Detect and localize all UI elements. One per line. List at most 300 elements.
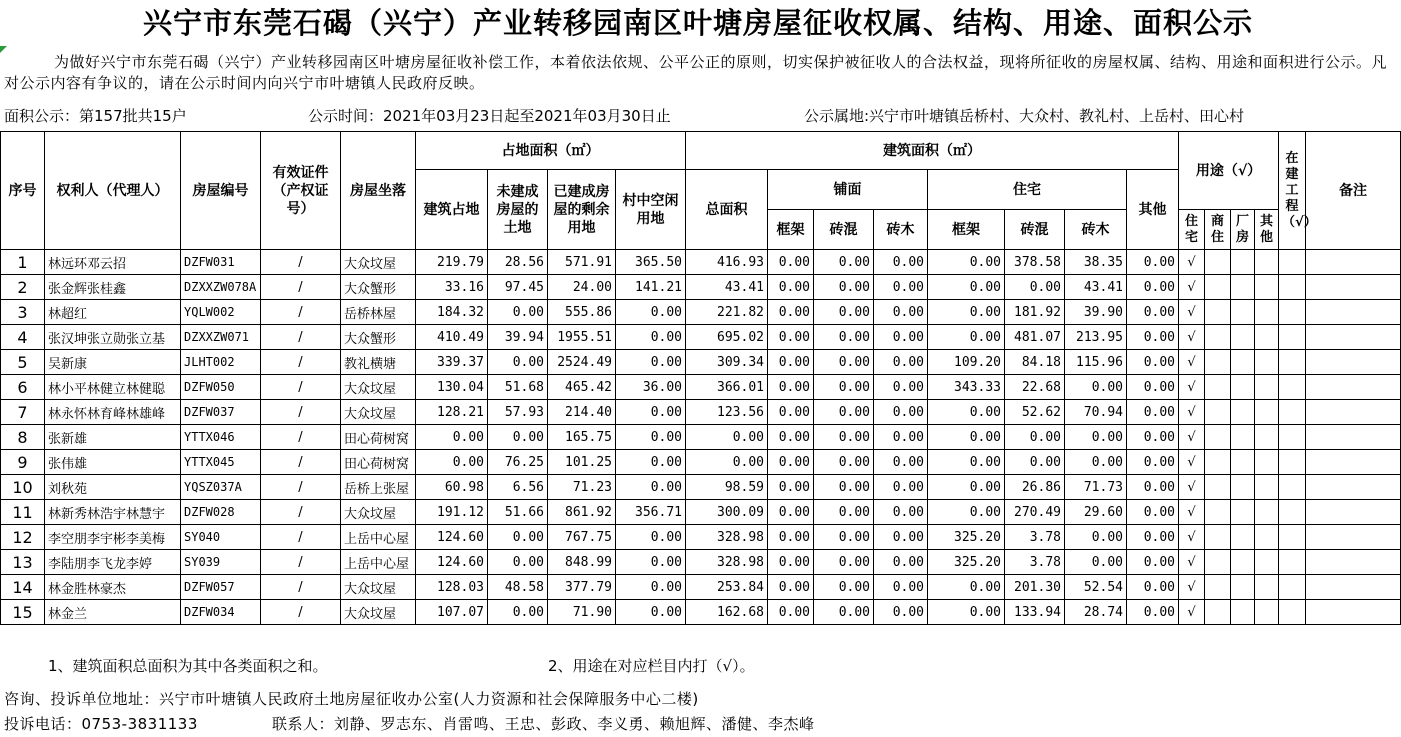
- cell-other: 0.00: [1127, 450, 1179, 475]
- cell-house-no: DZFW034: [181, 600, 261, 625]
- cell-under-construction: [1279, 400, 1306, 425]
- cell-use-factory: [1231, 575, 1255, 600]
- cell-house-no: DZXXZW078A: [181, 275, 261, 300]
- cell-location: 岳桥上张屋: [341, 475, 416, 500]
- cell-shop-frame: 0.00: [768, 525, 814, 550]
- cell-cert: /: [261, 250, 341, 275]
- cell-res-brick-wood: 38.35: [1065, 250, 1127, 275]
- cell-seq: 1: [1, 250, 45, 275]
- cell-use-factory: [1231, 375, 1255, 400]
- cell-remaining: 555.86: [548, 300, 616, 325]
- cell-res-frame: 325.20: [928, 525, 1005, 550]
- cell-shop-frame: 0.00: [768, 475, 814, 500]
- cell-res-brick-wood: 52.54: [1065, 575, 1127, 600]
- cell-shop-brick-wood: 0.00: [874, 450, 928, 475]
- cell-seq: 13: [1, 550, 45, 575]
- cell-shop-frame: 0.00: [768, 550, 814, 575]
- cell-use-other: [1255, 375, 1279, 400]
- header-house-no: 房屋编号: [181, 132, 261, 250]
- cell-res-brick-concrete: 181.92: [1005, 300, 1065, 325]
- cell-under-construction: [1279, 300, 1306, 325]
- cell-res-brick-concrete: 84.18: [1005, 350, 1065, 375]
- table-row: [1, 475, 1401, 500]
- header-total: 总面积: [686, 170, 768, 250]
- cell-shop-brick-concrete: 0.00: [814, 450, 874, 475]
- header-res-brick-concrete: 砖混: [1005, 210, 1065, 250]
- cell-use-other: [1255, 425, 1279, 450]
- cell-under-construction: [1279, 325, 1306, 350]
- cell-shop-brick-wood: 0.00: [874, 600, 928, 625]
- cell-total: 253.84: [686, 575, 768, 600]
- table-row: [1, 425, 1401, 450]
- cell-unbuilt: 51.66: [488, 500, 548, 525]
- cell-use-res: √: [1179, 400, 1205, 425]
- cell-use-res: √: [1179, 500, 1205, 525]
- cell-use-other: [1255, 500, 1279, 525]
- cell-seq: 6: [1, 375, 45, 400]
- cell-village-idle: 0.00: [616, 425, 686, 450]
- cell-house-no: DZFW031: [181, 250, 261, 275]
- cell-build-land: 130.04: [416, 375, 488, 400]
- cell-location: 田心荷树窝: [341, 450, 416, 475]
- cell-use-factory: [1231, 525, 1255, 550]
- cell-use-res: √: [1179, 425, 1205, 450]
- cell-owner: 林金兰: [45, 600, 181, 625]
- cell-shop-brick-concrete: 0.00: [814, 475, 874, 500]
- cell-res-brick-wood: 0.00: [1065, 425, 1127, 450]
- cell-res-brick-concrete: 3.78: [1005, 525, 1065, 550]
- cell-total: 328.98: [686, 525, 768, 550]
- cell-cert: /: [261, 375, 341, 400]
- cell-other: 0.00: [1127, 275, 1179, 300]
- cell-location: 大众坟屋: [341, 600, 416, 625]
- cell-remaining: 377.79: [548, 575, 616, 600]
- table-row: [1, 350, 1401, 375]
- table-row: [1, 275, 1401, 300]
- cell-use-other: [1255, 350, 1279, 375]
- cell-build-land: 128.03: [416, 575, 488, 600]
- header-use: 用途（√）: [1179, 132, 1279, 210]
- cell-cert: /: [261, 475, 341, 500]
- cell-under-construction: [1279, 450, 1306, 475]
- cell-house-no: YQSZ037A: [181, 475, 261, 500]
- cell-village-idle: 36.00: [616, 375, 686, 400]
- cell-use-res: √: [1179, 525, 1205, 550]
- cell-location: 大众坟屋: [341, 400, 416, 425]
- cell-use-shop-res: [1205, 325, 1231, 350]
- cell-res-brick-concrete: 0.00: [1005, 425, 1065, 450]
- cell-res-brick-wood: 213.95: [1065, 325, 1127, 350]
- cell-res-brick-wood: 29.60: [1065, 500, 1127, 525]
- cell-remaining: 24.00: [548, 275, 616, 300]
- footer-address: 咨询、投诉单位地址：兴宁市叶塘镇人民政府土地房屋征收办公室(人力资源和社会保障服务中心二楼): [4, 690, 699, 708]
- cell-use-other: [1255, 525, 1279, 550]
- cell-unbuilt: 28.56: [488, 250, 548, 275]
- cell-res-frame: 0.00: [928, 325, 1005, 350]
- cell-location: 大众蟹形: [341, 275, 416, 300]
- cell-total: 123.56: [686, 400, 768, 425]
- cell-shop-brick-wood: 0.00: [874, 500, 928, 525]
- cell-remark: [1306, 500, 1401, 525]
- cell-owner: 李陆朋李飞龙李婷: [45, 550, 181, 575]
- cell-res-brick-concrete: 201.30: [1005, 575, 1065, 600]
- cell-res-brick-wood: 39.90: [1065, 300, 1127, 325]
- cell-unbuilt: 97.45: [488, 275, 548, 300]
- cell-house-no: YTTX046: [181, 425, 261, 450]
- cell-seq: 15: [1, 600, 45, 625]
- cell-remark: [1306, 350, 1401, 375]
- cell-res-frame: 0.00: [928, 600, 1005, 625]
- cell-owner: 林永怀林育峰林雄峰: [45, 400, 181, 425]
- cell-shop-brick-wood: 0.00: [874, 525, 928, 550]
- cell-other: 0.00: [1127, 375, 1179, 400]
- cell-use-other: [1255, 250, 1279, 275]
- cell-shop-brick-concrete: 0.00: [814, 300, 874, 325]
- cell-remark: [1306, 375, 1401, 400]
- cell-under-construction: [1279, 250, 1306, 275]
- cell-house-no: DZFW028: [181, 500, 261, 525]
- cell-location: 大众坟屋: [341, 575, 416, 600]
- cell-use-res: √: [1179, 475, 1205, 500]
- cell-shop-brick-wood: 0.00: [874, 425, 928, 450]
- cell-seq: 14: [1, 575, 45, 600]
- header-remark: 备注: [1306, 132, 1401, 250]
- cell-location: 大众蟹形: [341, 325, 416, 350]
- cell-remark: [1306, 525, 1401, 550]
- cell-res-brick-wood: 115.96: [1065, 350, 1127, 375]
- cell-use-res: √: [1179, 600, 1205, 625]
- intro-paragraph: 为做好兴宁市东莞石碣（兴宁）产业转移园南区叶塘房屋征收补偿工作，本着依法依规、公平公正的原则，切实保护被征收人的合法权益，现将所征收的房屋权属、结构、用途和面积进行公示。凡对公示内容有争议的，请在公示时间内向兴宁市叶塘镇人民政府反映。: [4, 53, 1388, 92]
- table-row: [1, 375, 1401, 400]
- cell-build-land: 184.32: [416, 300, 488, 325]
- header-unbuilt: 未建成房屋的土地: [488, 170, 548, 250]
- table-row: [1, 550, 1401, 575]
- cell-cert: /: [261, 400, 341, 425]
- cell-use-shop-res: [1205, 600, 1231, 625]
- cell-use-res: √: [1179, 275, 1205, 300]
- footer-contacts: 联系人：刘静、罗志东、肖雷鸣、王忠、彭政、李义勇、赖旭辉、潘健、李杰峰: [272, 715, 815, 733]
- cell-location: 大众坟屋: [341, 375, 416, 400]
- cell-use-shop-res: [1205, 350, 1231, 375]
- cell-total: 300.09: [686, 500, 768, 525]
- cell-location: 上岳中心屋: [341, 525, 416, 550]
- cell-res-frame: 0.00: [928, 425, 1005, 450]
- cell-unbuilt: 76.25: [488, 450, 548, 475]
- cell-total: 328.98: [686, 550, 768, 575]
- header-remaining: 已建成房屋的剩余用地: [548, 170, 616, 250]
- cell-village-idle: 365.50: [616, 250, 686, 275]
- cell-use-shop-res: [1205, 300, 1231, 325]
- cell-house-no: SY039: [181, 550, 261, 575]
- cell-village-idle: 0.00: [616, 475, 686, 500]
- cell-location: 岳桥林屋: [341, 300, 416, 325]
- cell-unbuilt: 48.58: [488, 575, 548, 600]
- cell-use-other: [1255, 550, 1279, 575]
- cell-use-res: √: [1179, 325, 1205, 350]
- cell-under-construction: [1279, 525, 1306, 550]
- cell-village-idle: 0.00: [616, 600, 686, 625]
- cell-res-brick-wood: 43.41: [1065, 275, 1127, 300]
- cell-res-brick-wood: 0.00: [1065, 525, 1127, 550]
- cell-shop-brick-concrete: 0.00: [814, 425, 874, 450]
- cell-cert: /: [261, 525, 341, 550]
- cell-use-res: √: [1179, 550, 1205, 575]
- cell-owner: 林小平林健立林健聪: [45, 375, 181, 400]
- cell-unbuilt: 0.00: [488, 600, 548, 625]
- cell-cert: /: [261, 350, 341, 375]
- cell-shop-brick-concrete: 0.00: [814, 525, 874, 550]
- table-row: [1, 600, 1401, 625]
- table-row: [1, 525, 1401, 550]
- cell-unbuilt: 6.56: [488, 475, 548, 500]
- cell-build-land: 60.98: [416, 475, 488, 500]
- cell-res-frame: 0.00: [928, 575, 1005, 600]
- cell-shop-frame: 0.00: [768, 450, 814, 475]
- header-location: 房屋坐落: [341, 132, 416, 250]
- header-res-brick-wood: 砖木: [1065, 210, 1127, 250]
- cell-res-frame: 343.33: [928, 375, 1005, 400]
- cell-unbuilt: 51.68: [488, 375, 548, 400]
- note-1: 1、建筑面积总面积为其中各类面积之和。: [48, 657, 328, 675]
- cell-remaining: 848.99: [548, 550, 616, 575]
- cell-under-construction: [1279, 475, 1306, 500]
- cell-use-shop-res: [1205, 550, 1231, 575]
- cell-village-idle: 0.00: [616, 400, 686, 425]
- cell-other: 0.00: [1127, 425, 1179, 450]
- cell-res-brick-concrete: 22.68: [1005, 375, 1065, 400]
- cell-shop-brick-concrete: 0.00: [814, 500, 874, 525]
- cell-build-land: 124.60: [416, 550, 488, 575]
- cell-res-brick-concrete: 270.49: [1005, 500, 1065, 525]
- cell-under-construction: [1279, 350, 1306, 375]
- meta-batch: 面积公示：第157批共15户: [4, 107, 187, 125]
- meta-time: 公示时间：2021年03月23日起至2021年03月30日止: [308, 107, 671, 125]
- cell-shop-frame: 0.00: [768, 600, 814, 625]
- cell-village-idle: 0.00: [616, 575, 686, 600]
- cell-build-land: 219.79: [416, 250, 488, 275]
- cell-remark: [1306, 300, 1401, 325]
- cell-shop-frame: 0.00: [768, 275, 814, 300]
- cell-under-construction: [1279, 275, 1306, 300]
- cell-use-res: √: [1179, 300, 1205, 325]
- cell-owner: 林超红: [45, 300, 181, 325]
- cell-remaining: 465.42: [548, 375, 616, 400]
- cell-total: 162.68: [686, 600, 768, 625]
- cell-use-shop-res: [1205, 525, 1231, 550]
- cell-cert: /: [261, 425, 341, 450]
- cell-remark: [1306, 475, 1401, 500]
- header-owner: 权利人（代理人）: [45, 132, 181, 250]
- cell-owner: 林金胜林豪杰: [45, 575, 181, 600]
- cell-house-no: YQLW002: [181, 300, 261, 325]
- cell-use-shop-res: [1205, 575, 1231, 600]
- cell-use-factory: [1231, 300, 1255, 325]
- cell-use-shop-res: [1205, 275, 1231, 300]
- cell-build-land: 339.37: [416, 350, 488, 375]
- cell-shop-brick-concrete: 0.00: [814, 375, 874, 400]
- cell-shop-brick-concrete: 0.00: [814, 575, 874, 600]
- table-row: [1, 400, 1401, 425]
- cell-village-idle: 356.71: [616, 500, 686, 525]
- cell-remaining: 101.25: [548, 450, 616, 475]
- cell-shop-frame: 0.00: [768, 375, 814, 400]
- cell-res-brick-concrete: 26.86: [1005, 475, 1065, 500]
- header-shop-frame: 框架: [768, 210, 814, 250]
- cell-other: 0.00: [1127, 400, 1179, 425]
- cell-use-factory: [1231, 475, 1255, 500]
- cell-res-frame: 0.00: [928, 450, 1005, 475]
- cell-village-idle: 0.00: [616, 450, 686, 475]
- cell-shop-frame: 0.00: [768, 350, 814, 375]
- cell-seq: 2: [1, 275, 45, 300]
- cell-shop-brick-concrete: 0.00: [814, 550, 874, 575]
- cell-remaining: 214.40: [548, 400, 616, 425]
- cell-owner: 吴新康: [45, 350, 181, 375]
- cell-total: 366.01: [686, 375, 768, 400]
- table-row: [1, 450, 1401, 475]
- header-build-land: 建筑占地: [416, 170, 488, 250]
- cell-cert: /: [261, 575, 341, 600]
- cell-total: 43.41: [686, 275, 768, 300]
- cell-seq: 5: [1, 350, 45, 375]
- cell-shop-brick-wood: 0.00: [874, 325, 928, 350]
- cell-shop-brick-wood: 0.00: [874, 550, 928, 575]
- cell-use-factory: [1231, 550, 1255, 575]
- cell-location: 大众坟屋: [341, 250, 416, 275]
- cell-shop-brick-concrete: 0.00: [814, 400, 874, 425]
- table-row: [1, 300, 1401, 325]
- cell-total: 221.82: [686, 300, 768, 325]
- cell-res-brick-concrete: 378.58: [1005, 250, 1065, 275]
- cell-house-no: DZFW037: [181, 400, 261, 425]
- cell-use-factory: [1231, 450, 1255, 475]
- cell-shop-frame: 0.00: [768, 575, 814, 600]
- cell-res-brick-wood: 28.74: [1065, 600, 1127, 625]
- cell-use-other: [1255, 325, 1279, 350]
- cell-unbuilt: 0.00: [488, 525, 548, 550]
- cell-use-factory: [1231, 250, 1255, 275]
- cell-build-land: 107.07: [416, 600, 488, 625]
- cell-build-land: 0.00: [416, 425, 488, 450]
- cell-other: 0.00: [1127, 325, 1179, 350]
- cell-use-shop-res: [1205, 250, 1231, 275]
- cell-house-no: YTTX045: [181, 450, 261, 475]
- cell-shop-frame: 0.00: [768, 400, 814, 425]
- cell-use-other: [1255, 600, 1279, 625]
- cell-remaining: 165.75: [548, 425, 616, 450]
- cell-under-construction: [1279, 550, 1306, 575]
- cell-res-frame: 0.00: [928, 500, 1005, 525]
- cell-total: 309.34: [686, 350, 768, 375]
- cell-total: 0.00: [686, 450, 768, 475]
- cell-shop-brick-wood: 0.00: [874, 350, 928, 375]
- cell-village-idle: 0.00: [616, 550, 686, 575]
- cell-remark: [1306, 400, 1401, 425]
- cell-res-brick-concrete: 0.00: [1005, 450, 1065, 475]
- cell-shop-frame: 0.00: [768, 500, 814, 525]
- table-row: [1, 500, 1401, 525]
- cell-cert: /: [261, 500, 341, 525]
- header-res-frame: 框架: [928, 210, 1005, 250]
- cell-use-factory: [1231, 350, 1255, 375]
- cell-use-other: [1255, 400, 1279, 425]
- cell-house-no: JLHT002: [181, 350, 261, 375]
- cell-location: 田心荷树窝: [341, 425, 416, 450]
- cell-use-factory: [1231, 275, 1255, 300]
- cell-other: 0.00: [1127, 300, 1179, 325]
- header-other: 其他: [1127, 170, 1179, 250]
- header-shop: 铺面: [768, 170, 928, 210]
- cell-remaining: 767.75: [548, 525, 616, 550]
- cell-use-other: [1255, 575, 1279, 600]
- cell-res-frame: 0.00: [928, 275, 1005, 300]
- cell-shop-brick-concrete: 0.00: [814, 275, 874, 300]
- cell-build-land: 124.60: [416, 525, 488, 550]
- cell-house-no: DZFW057: [181, 575, 261, 600]
- cell-shop-brick-concrete: 0.00: [814, 250, 874, 275]
- cell-res-brick-wood: 70.94: [1065, 400, 1127, 425]
- cell-res-brick-concrete: 0.00: [1005, 275, 1065, 300]
- cell-res-frame: 0.00: [928, 250, 1005, 275]
- cell-shop-frame: 0.00: [768, 300, 814, 325]
- cell-village-idle: 0.00: [616, 325, 686, 350]
- cell-remark: [1306, 575, 1401, 600]
- cell-owner: 张新雄: [45, 425, 181, 450]
- cell-seq: 12: [1, 525, 45, 550]
- cell-build-land: 0.00: [416, 450, 488, 475]
- cell-shop-brick-concrete: 0.00: [814, 600, 874, 625]
- cell-shop-brick-wood: 0.00: [874, 300, 928, 325]
- cell-village-idle: 0.00: [616, 350, 686, 375]
- cell-unbuilt: 0.00: [488, 425, 548, 450]
- table-row: [1, 325, 1401, 350]
- header-use-other: 其他: [1255, 210, 1279, 250]
- cell-village-idle: 141.21: [616, 275, 686, 300]
- cell-res-brick-concrete: 133.94: [1005, 600, 1065, 625]
- footer-phone: 投诉电话：0753-3831133: [4, 715, 198, 733]
- cell-total: 98.59: [686, 475, 768, 500]
- cell-owner: 李空朋李宇彬李美梅: [45, 525, 181, 550]
- cell-res-frame: 0.00: [928, 475, 1005, 500]
- cell-other: 0.00: [1127, 500, 1179, 525]
- cell-other: 0.00: [1127, 550, 1179, 575]
- cell-use-other: [1255, 475, 1279, 500]
- cell-use-other: [1255, 275, 1279, 300]
- cell-use-shop-res: [1205, 450, 1231, 475]
- cell-build-land: 128.21: [416, 400, 488, 425]
- cell-location: 上岳中心屋: [341, 550, 416, 575]
- cell-other: 0.00: [1127, 250, 1179, 275]
- cell-unbuilt: 57.93: [488, 400, 548, 425]
- cell-res-frame: 325.20: [928, 550, 1005, 575]
- cell-res-brick-wood: 0.00: [1065, 375, 1127, 400]
- cell-remaining: 571.91: [548, 250, 616, 275]
- cell-use-shop-res: [1205, 500, 1231, 525]
- cell-res-brick-wood: 0.00: [1065, 550, 1127, 575]
- expropriation-table: [0, 131, 1401, 625]
- cell-remaining: 71.23: [548, 475, 616, 500]
- header-use-res: 住宅: [1179, 210, 1205, 250]
- cell-village-idle: 0.00: [616, 300, 686, 325]
- cell-other: 0.00: [1127, 525, 1179, 550]
- cell-seq: 11: [1, 500, 45, 525]
- cell-shop-brick-wood: 0.00: [874, 375, 928, 400]
- cell-shop-frame: 0.00: [768, 250, 814, 275]
- cell-total: 416.93: [686, 250, 768, 275]
- page-title: 兴宁市东莞石碣（兴宁）产业转移园南区叶塘房屋征收权属、结构、用途、面积公示: [142, 6, 1253, 40]
- cell-location: 大众坟屋: [341, 500, 416, 525]
- header-land-area: 占地面积（㎡）: [416, 132, 686, 170]
